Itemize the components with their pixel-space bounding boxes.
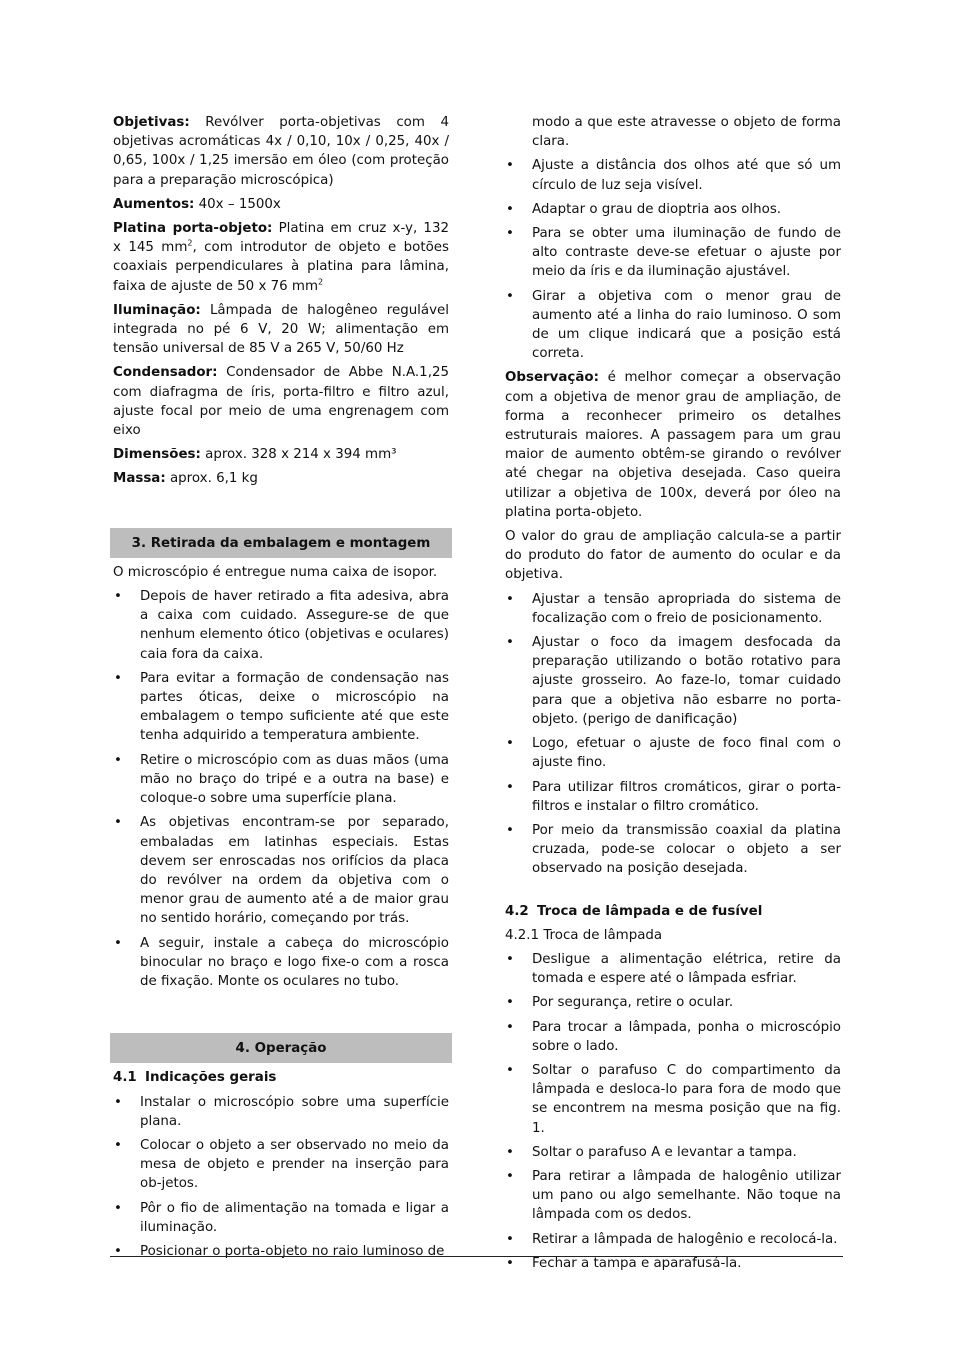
specifications [113,113,449,489]
list-item: • As objetivas encontram-se por separado, embaladas em latinhas especiais. Estas devem ser enroscadas nos orifícios da placa do revólver na ordem da objetiva com o menor grau de aumento até a de maior grau no sentido horário, começando por trás. [113,813,449,928]
list-item: • Ajuste a distância dos olhos até que só um círculo de luz seja visível. [505,156,841,194]
list-item: • Girar a objetiva com o menor grau de aumento até a linha do raio luminoso. O som de um clique indicará que a posição está correta. [505,287,841,364]
list-item: • Por meio da transmissão coaxial da platina cruzada, pode-se colocar o objeto a ser observado na posição desejada. [505,821,841,879]
section-3-heading: 3. Retirada da embalagem e montagem [110,528,452,558]
spec-mass: Massa: aprox. 6,1 kg [113,471,258,487]
subsection-4-2-1-heading: 4.2.1 Troca de lâmpada [505,927,663,943]
list-item: • Para trocar a lâmpada, ponha o microscópio sobre o lado. [505,1018,841,1056]
list-item: • Desligue a alimentação elétrica, retire da tomada e espere até o lâmpada esfriar. [505,950,841,988]
list-item: • Ajustar a tensão apropriada do sistema de focalização com o freio de posicionamento. [505,590,841,628]
list-item: • Para utilizar filtros cromáticos, girar o porta-filtros e instalar o filtro cromático. [505,778,841,816]
list-item: • Logo, efetuar o ajuste de foco final com o ajuste fino. [505,734,841,772]
list-item: • Ajustar o foco da imagem desfocada da preparação utilizando o botão rotativo para ajuste grosseiro. Ao faze-lo, tomar cuidado para que a objetiva não esbarre no porta-objeto. (perigo de danificação) [505,633,841,729]
list-item: • Instalar o microscópio sobre uma superfície plana. [113,1093,449,1131]
list-item: • A seguir, instale a cabeça do microscópio binocular no braço e logo fixe-o com a rosca de fixação. Monte os oculares no tubo. [113,934,449,992]
lamp-replacement-list [505,950,841,1273]
spec-dimensions: Dimensões: aprox. 328 x 214 x 394 mm³ [113,447,397,463]
observation-paragraph: Observação: é melhor começar a observação com a objetiva de menor grau de ampliação, de forma a reconhecer primeiro os detalhes estruturais maiores. A passagem para um grau maior de aumento obtêm-se girando o revólver até chegar na objetiva desejada. Caso queira utilizar a objetiva de 100x, deverá por óleo na platina porta-objeto. [505,370,841,520]
list-item: • Retire o microscópio com as duas mãos (uma mão no braço do tripé e a outra na base) e coloque-o sobre uma superfície plana. [113,751,449,809]
list-item: • Soltar o parafuso C do compartimento da lâmpada e desloca-lo para fora de modo que se encontrem na mesma posição que na fig. 1. [505,1061,841,1138]
continuation-text: modo a que este atravesse o objeto de forma clara. [532,115,841,150]
list-item: • Para evitar a formação de condensação nas partes óticas, deixe o microscópio na embalagem o tempo suficiente até que este tenha adquirido a temperatura ambiente. [113,669,449,746]
list-item: • Fechar a tampa e aparafusá-la. [505,1254,841,1273]
list-item: • Pôr o fio de alimentação na tomada e ligar a iluminação. [113,1199,449,1237]
list-item: • Adaptar o grau de dioptria aos olhos. [505,200,841,219]
subsection-4-1-heading: 4.1 Indicações gerais [113,1070,277,1086]
list-item: • Para retirar a lâmpada de halogênio utilizar um pano ou algo semelhante. Não toque na lâmpada com os dedos. [505,1167,841,1225]
list-item: • Depois de haver retirado a fita adesiva, abra a caixa com cuidado. Assegure-se de que nenhum elemento ótico (objetivas e oculares) caia fora da caixa. [113,587,449,664]
section-4-heading: 4. Operação [110,1033,452,1063]
list-item: • Retirar a lâmpada de halogênio e recolocá-la. [505,1230,841,1249]
section-3-list [113,587,449,991]
footer-divider [110,1256,843,1257]
section-3-intro: O microscópio é entregue numa caixa de isopor. [113,564,438,580]
left-column [113,113,449,1266]
list-item: • Por segurança, retire o ocular. [505,993,841,1012]
right-column [505,113,841,1278]
spec-stage: Platina porta-objeto: Platina em cruz x-y, 132 x 145 $mm^2$, com introdutor de objeto e botões coaxiais perpendiculares à platina para lâmina, faixa de ajuste de 50 x 76 $mm^2$ [113,221,449,294]
operation-list-1 [505,156,841,363]
list-item: • Soltar o parafuso A e levantar a tampa. [505,1143,841,1162]
list-item: • Colocar o objeto a ser observado no meio da mesa de objeto e prender na inserção para ob-jetos. [113,1136,449,1194]
section-4-1-list [113,1093,449,1262]
list-item: • Posicionar o porta-objeto no raio luminoso de [113,1242,449,1261]
spec-objectives: Objetivas: Revólver porta-objetivas com 4 objetivas acromáticas 4x / 0,10, 10x / 0,25, 40x / 0,65, 100x / 1,25 imersão em óleo (com proteção para a preparação microscópica) [113,115,449,188]
spec-magnification: Aumentos: 40x – 1500x [113,196,281,212]
magnification-paragraph: O valor do grau de ampliação calcula-se a partir do produto do fator de aumento do ocular e da objetiva. [505,529,841,583]
spec-condenser: Condensador: Condensador de Abbe N.A.1,25 com diafragma de íris, porta-filtro e filtro azul, ajuste focal por meio de uma engrenagem com eixo [113,365,449,439]
subsection-4-2-heading: 4.2 Troca de lâmpada e de fusível [505,903,763,919]
operation-list-2 [505,590,841,879]
list-item: • Para se obter uma iluminação de fundo de alto contraste deve-se efetuar o ajuste por meio da íris e da iluminação ajustável. [505,224,841,282]
spec-illumination: Iluminação: Lâmpada de halogêneo regulável integrada no pé 6 V, 20 W; alimentação em tensão universal de 85 V a 265 V, 50/60 Hz [113,302,449,357]
